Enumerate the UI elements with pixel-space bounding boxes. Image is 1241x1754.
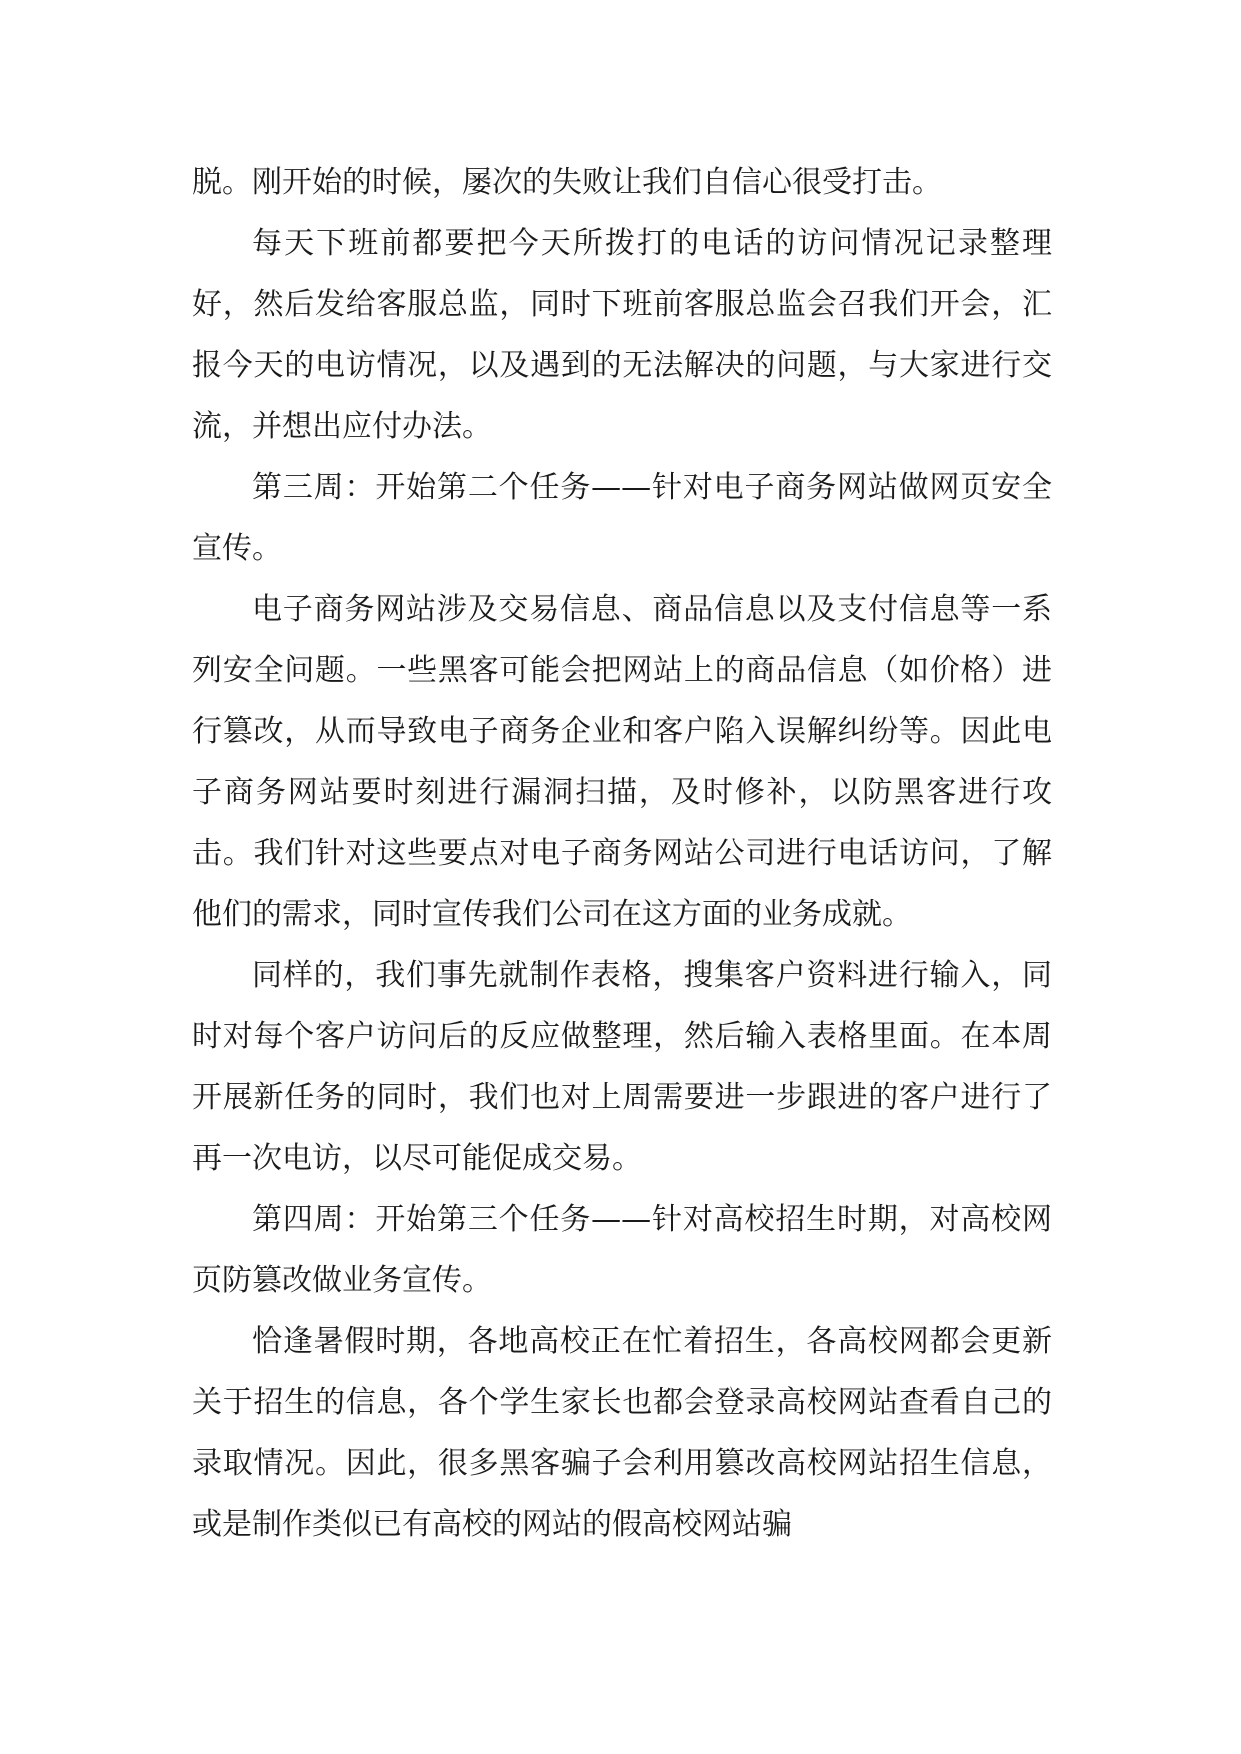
paragraph-daily-report: 每天下班前都要把今天所拨打的电话的访问情况记录整理好，然后发给客服总监，同时下班前客服总监会召我们开会，汇报今天的电访情况，以及遇到的无法解决的问题，与大家进行交流，并想出应付办法。 — [192, 226, 1052, 444]
paragraph-university-admissions: 恰逢暑假时期，各地高校正在忙着招生，各高校网都会更新关于招生的信息，各个学生家长也都会登录高校网站查看自己的录取情况。因此，很多黑客骗子会利用篡改高校网站招生信息，或是制作类似已有高校的网站的假高校网站骗 — [192, 1324, 1052, 1542]
body-text — [192, 152, 1052, 1555]
paragraph-week-four-heading: 第四周：开始第三个任务——针对高校招生时期，对高校网页防篡改做业务宣传。 — [192, 1202, 1052, 1298]
paragraph-ecommerce-security: 电子商务网站涉及交易信息、商品信息以及支付信息等一系列安全问题。一些黑客可能会把网站上的商品信息（如价格）进行篡改，从而导致电子商务企业和客户陷入误解纠纷等。因此电子商务网站要时刻进行漏洞扫描，及时修补，以防黑客进行攻击。我们针对这些要点对电子商务网站公司进行电话访问，了解他们的需求，同时宣传我们公司在这方面的业务成就。 — [192, 592, 1052, 932]
paragraph-customer-table: 同样的，我们事先就制作表格，搜集客户资料进行输入，同时对每个客户访问后的反应做整理，然后输入表格里面。在本周开展新任务的同时，我们也对上周需要进一步跟进的客户进行了再一次电访，以尽可能促成交易。 — [192, 958, 1052, 1176]
paragraph-continuation: 脱。刚开始的时候，屡次的失败让我们自信心很受打击。 — [192, 165, 942, 200]
paragraph-week-three-heading: 第三周：开始第二个任务——针对电子商务网站做网页安全宣传。 — [192, 470, 1052, 566]
